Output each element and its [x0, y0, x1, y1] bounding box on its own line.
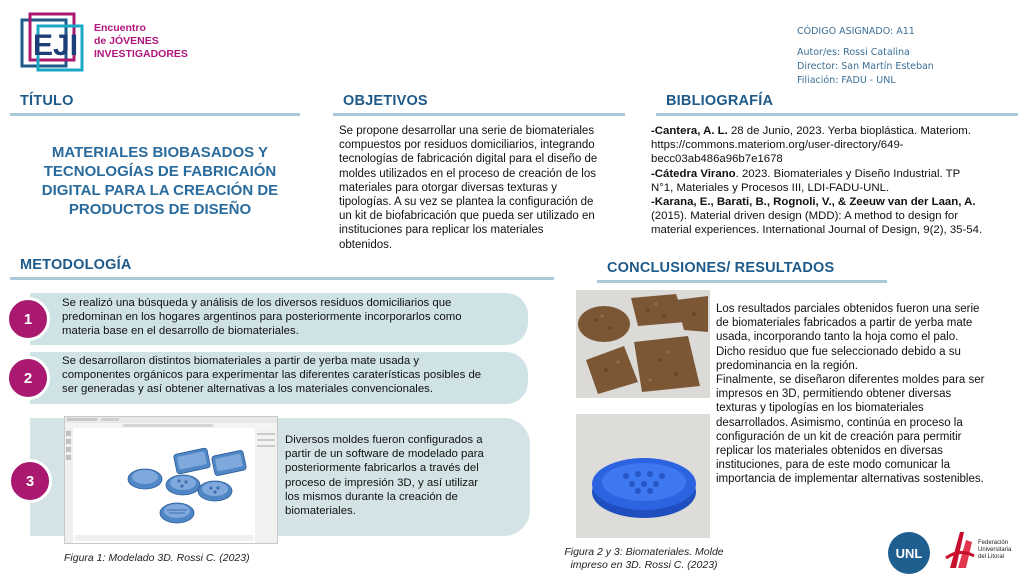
titulo-heading: TÍTULO: [20, 93, 74, 109]
bibliografia-list: -Cantera, A. L. 28 de Junio, 2023. Yerba bioplástica. Materiom. https://commons.materiom.org/user-directory/649- becc03ab486a96b7e1678 -Cátedra Virano. 2023. Biomateriales y Diseño Industrial. TP N°1, Materiales y Procesos III, LDI-FADU-UNL. -Karana, E., Barati, B., Rognoli, V., & Zeeuw van der Laan, A. (2015). Material driven design (MDD): A method to design for material experiences. International Journal of Design, 9(2), 35-54.: [651, 124, 1023, 238]
step-1-text: Se realizó una búsqueda y análisis de los diversos residuos domiciliarios que predominan en los hogares argentinos para posteriormente incorporarlos como materia base en el desarrollo de biomateriales.: [62, 297, 462, 338]
metodologia-rule: [10, 277, 554, 280]
step-3-number: 3: [8, 459, 52, 503]
conclusiones-heading: CONCLUSIONES/ RESULTADOS: [607, 260, 835, 276]
director: Director: San Martín Esteban: [797, 61, 934, 72]
biomaterials-photo: [576, 290, 710, 398]
step-3-text: Diversos moldes fueron configurados a partir de un software de modelado para posteriormente fabricarlos a través del proceso de impresión 3D, y así utilizar los mismos durante la creación de biomateriales.: [285, 434, 484, 518]
mold-photo: [576, 414, 710, 538]
event-name: Encuentro de JÓVENES INVESTIGADORES: [94, 22, 188, 60]
conclusiones-text: Los resultados parciales obtenidos fueron una serie de biomateriales fabricados a partir de yerba mate usada, incorporando tanto la hoja como el palo. Dicho residuo que fue seleccionado debido a su predominancia en la región. Finalmente, se diseñaron diferentes moldes para ser impresos en 3D, permitiendo obtener diversas texturas y tipologías en los biomateriales desarrollados. Asimismo, continúa en proceso la configuración de un kit de creación para permitir replicar los materiales obtenidos en diversas instituciones, para de este modo comunicar la importancia de implementar alternativas sostenibles.: [716, 303, 985, 486]
titulo-rule: [10, 113, 300, 116]
unl-logo: UNL: [888, 532, 930, 574]
step-2-text: Se desarrollaron distintos biomateriales a partir de yerba mate usada y componentes orgánicos para experimentar las diferentes caraterísticas posibles de ser generadas y así obtener alternativas a los materiales convencionales.: [62, 355, 482, 396]
objetivos-rule: [333, 113, 625, 116]
objetivos-heading: OBJETIVOS: [343, 93, 428, 109]
bibliografia-heading: BIBLIOGRAFÍA: [666, 93, 774, 109]
figure-1-caption: Figura 1: Modelado 3D. Rossi C. (2023): [64, 552, 250, 564]
bibliografia-rule: [656, 113, 1018, 116]
step-2-number: 2: [6, 356, 50, 400]
conclusiones-rule: [597, 280, 887, 283]
bib-entry: -Karana, E., Barati, B., Rognoli, V., & Zeeuw van der Laan, A.: [651, 196, 976, 209]
fue-logo: Federación Universitaria del Litoral: [944, 528, 1020, 576]
figure-3d-model: [64, 416, 278, 544]
assigned-code: CÓDIGO ASIGNADO: A11: [797, 26, 915, 37]
bib-entry: -Cantera, A. L. 28 de Junio, 2023. Yerba bioplástica. Materiom.: [651, 125, 971, 137]
step-1-number: 1: [6, 297, 50, 341]
poster-title: MATERIALES BIOBASADOS Y TECNOLOGÍAS DE FABRICAIÓN DIGITAL PARA LA CREACIÓN DE PRODUCTOS DE DISEÑO: [41, 144, 279, 218]
metodologia-heading: METODOLOGÍA: [20, 257, 132, 273]
affiliation: Filiación: FADU - UNL: [797, 75, 896, 86]
event-logo: [20, 12, 90, 74]
objetivos-text: Se propone desarrollar una serie de biomateriales compuestos por residuos domiciliarios, integrando tecnologías de fabricación digital para el diseño de moldes utilizados en el proceso de creación de los materiales para otorgar diversas texturas y tipologías. A su vez se plantea la configuración de un kit de biofabricación que pueda ser utilizado en instituciones para replicar los materiales obtenidos.: [339, 125, 598, 251]
svg-text:EJI: EJI: [33, 29, 79, 62]
authors: Autor/es: Rossi Catalina: [797, 47, 910, 58]
figure-2-3-caption: Figura 2 y 3: Biomateriales. Molde impreso en 3D. Rossi C. (2023): [564, 546, 724, 571]
bib-entry: -Cátedra Virano. 2023. Biomateriales y Diseño Industrial. TP: [651, 167, 961, 180]
